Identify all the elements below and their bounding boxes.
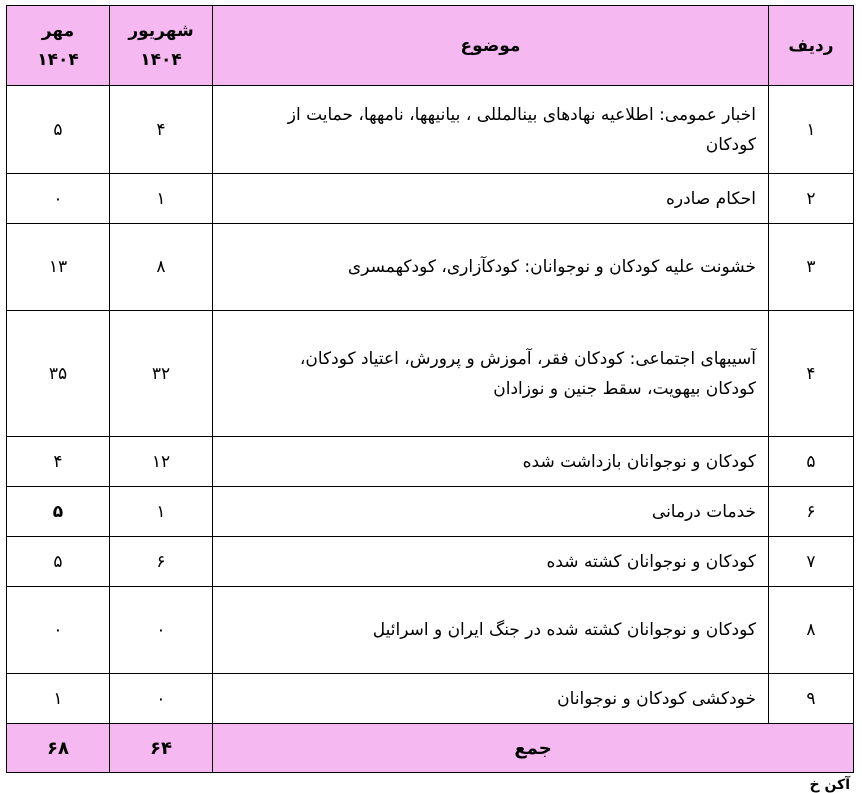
row-shahrivar-count: ۶ [110,537,213,587]
row-mehr-count: ۵ [7,537,110,587]
row-shahrivar-count: ۸ [110,224,213,311]
row-subject: احکام صادره [213,174,769,224]
table-row [7,537,854,587]
total-label: جمع [213,724,854,773]
header-mehr-year: ۱۴۰۴ [37,49,79,70]
row-subject: خودکشی کودکان و نوجوانان [213,674,769,724]
row-mehr-count: ۵ [7,487,110,537]
row-shahrivar-count: ۱ [110,487,213,537]
row-number: ۹ [769,674,854,724]
row-mehr-count: ۱۳ [7,224,110,311]
table-row [7,174,854,224]
row-number: ۶ [769,487,854,537]
table-row [7,674,854,724]
header-row-number: ردیف [769,6,854,86]
total-row [7,724,854,773]
row-subject: آسیبهای اجتماعی: کودکان فقر، آموزش و پرورش، اعتیاد کودکان، کودکان بیهویت، سقط جنین و نوزادان [213,311,769,437]
row-mehr-count: ۰ [7,587,110,674]
header-subject: موضوع [213,6,769,86]
table-row [7,487,854,537]
table-row [7,587,854,674]
row-number: ۴ [769,311,854,437]
total-shahrivar: ۶۴ [110,724,213,773]
row-number: ۱ [769,86,854,174]
row-number: ۳ [769,224,854,311]
table-row [7,86,854,174]
row-shahrivar-count: ۰ [110,587,213,674]
row-shahrivar-count: ۴ [110,86,213,174]
row-mehr-count: ۴ [7,437,110,487]
header-shahrivar-year: ۱۴۰۴ [140,49,182,70]
header-mehr [7,6,110,86]
table-row [7,437,854,487]
row-shahrivar-count: ۳۲ [110,311,213,437]
row-shahrivar-count: ۱۲ [110,437,213,487]
row-subject: اخبار عمومی: اطلاعیه نهادهای بینالمللی ، بیانیهها، نامهها، حمایت از کودکان [213,86,769,174]
row-shahrivar-count: ۰ [110,674,213,724]
row-mehr-count: ۱ [7,674,110,724]
row-mehr-count: ۵ [7,86,110,174]
row-subject: کودکان و نوجوانان کشته شده در جنگ ایران و اسرائیل [213,587,769,674]
row-number: ۲ [769,174,854,224]
table-header-row [7,6,854,86]
row-subject: کودکان و نوجوانان بازداشت شده [213,437,769,487]
row-subject: کودکان و نوجوانان کشته شده [213,537,769,587]
row-subject: خدمات درمانی [213,487,769,537]
footer-text-fragment: آکن خ [809,777,850,793]
row-number: ۷ [769,537,854,587]
row-number: ۵ [769,437,854,487]
row-shahrivar-count: ۱ [110,174,213,224]
header-shahrivar [110,6,213,86]
row-number: ۸ [769,587,854,674]
table-row [7,311,854,437]
total-mehr: ۶۸ [7,724,110,773]
header-mehr-month: مهر [41,20,75,41]
header-shahrivar-month: شهریور [128,20,194,41]
row-mehr-count: ۳۵ [7,311,110,437]
row-subject: خشونت علیه کودکان و نوجوانان: کودکآزاری، کودکهمسری [213,224,769,311]
report-table [6,5,854,773]
row-mehr-count: ۰ [7,174,110,224]
table-row [7,224,854,311]
